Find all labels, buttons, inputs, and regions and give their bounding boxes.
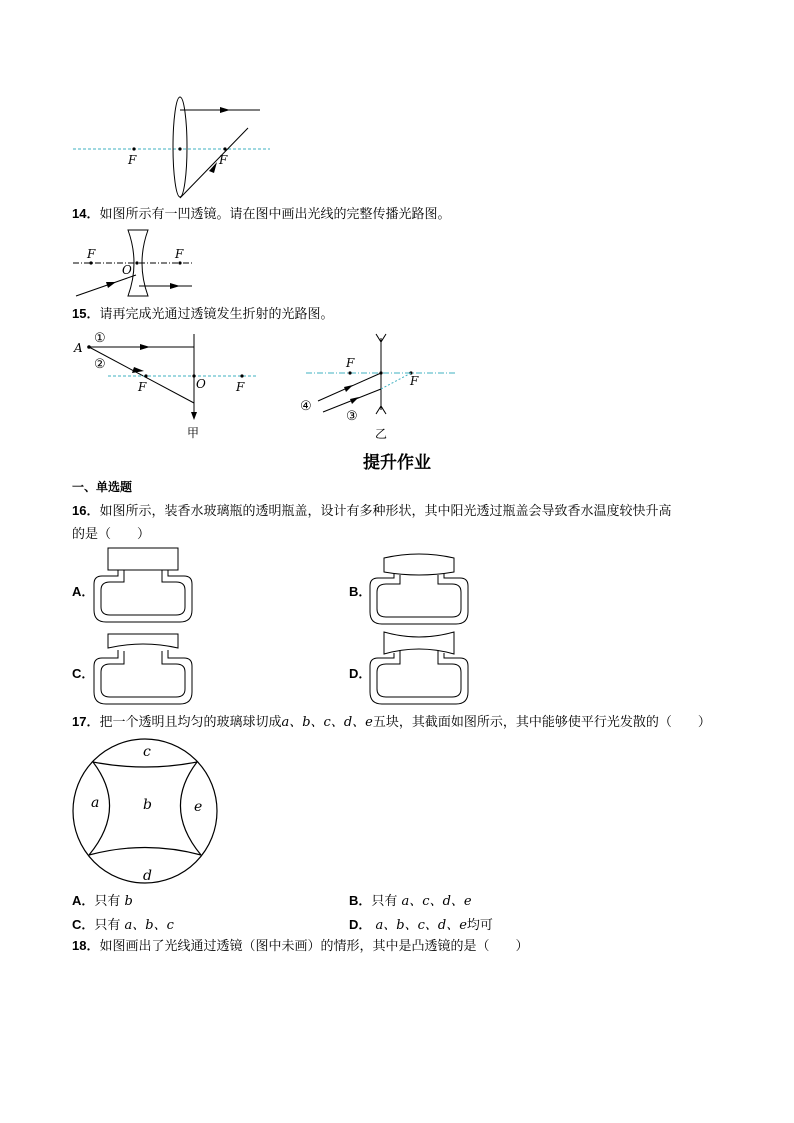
cut-top <box>93 762 197 767</box>
ray-label: ① <box>94 331 106 346</box>
question-14 <box>72 205 450 224</box>
question-number: 18． <box>72 938 100 953</box>
ray-label: ② <box>94 357 106 372</box>
bottle-b <box>366 548 476 628</box>
option-c[interactable]: C．只有 a、b、c <box>72 917 174 933</box>
piece-label-b: b <box>143 797 152 813</box>
question-16 <box>72 502 671 521</box>
concave-lens-figure <box>70 226 205 302</box>
focal-label: F <box>219 153 228 167</box>
option-d[interactable]: D． <box>349 666 372 681</box>
piece-label-c: c <box>143 744 151 760</box>
bottle-c <box>90 628 200 708</box>
figure-caption: 甲 <box>187 426 200 440</box>
question-text: 如图所示，装香水玻璃瓶的透明瓶盖，设计有多种形状，其中阳光透过瓶盖会导致香水温度较快升高 <box>99 504 672 519</box>
figure-yi <box>296 332 466 444</box>
point-label: A <box>74 341 83 355</box>
focal-label: F <box>346 356 355 370</box>
optical-center-label: O <box>122 263 132 277</box>
bottle-d <box>366 628 476 708</box>
question-number: 14． <box>72 206 100 221</box>
focal-label: F <box>175 247 184 261</box>
focal-label: F <box>87 247 96 261</box>
section-heading: 一、单选题 <box>72 480 133 494</box>
piece-letters: a、b、c、d、e <box>281 715 373 730</box>
optical-center-label: O <box>196 377 206 391</box>
question-text: 把一个透明且均匀的玻璃球切成 <box>99 715 282 730</box>
glass-sphere-figure <box>70 738 220 886</box>
option-a[interactable]: A．只有 b <box>72 893 133 909</box>
question-number: 15． <box>72 306 100 321</box>
focal-label: F <box>138 380 147 394</box>
ray-label: ④ <box>300 399 312 414</box>
question-15 <box>72 305 333 324</box>
convex-lens-figure <box>70 92 280 202</box>
question-17 <box>72 713 711 732</box>
extension-line <box>381 373 411 389</box>
light-ray <box>76 275 136 296</box>
question-text: 五块，其截面如图所示，其中能够使平行光发散的（ ） <box>372 715 711 730</box>
piece-label-a: a <box>91 795 100 811</box>
option-d[interactable]: D． a、b、c、d、e均可 <box>349 917 493 933</box>
piece-label-d: d <box>143 868 152 884</box>
question-text: 如图画出了光线通过透镜（图中未画）的情形，其中是凸透镜的是（ ） <box>99 939 529 954</box>
light-ray-2 <box>89 347 194 403</box>
option-b[interactable]: B．只有 a、c、d、e <box>349 893 472 909</box>
question-number: 16． <box>72 503 100 518</box>
piece-label-e: e <box>194 799 203 815</box>
light-ray <box>180 128 248 198</box>
option-c[interactable]: C． <box>72 666 95 681</box>
convex-lens <box>173 97 187 197</box>
question-text: 如图所示有一凹透镜。请在图中画出光线的完整传播光路图。 <box>99 207 451 222</box>
figure-caption: 乙 <box>375 427 388 441</box>
bottle-a <box>90 546 200 626</box>
question-text: 请再完成光通过透镜发生折射的光路图。 <box>99 307 334 322</box>
option-b[interactable]: B． <box>349 584 372 599</box>
cut-bottom <box>89 848 201 856</box>
figure-jia <box>70 328 270 443</box>
focal-label: F <box>236 380 245 394</box>
focal-label: F <box>128 153 137 167</box>
option-a[interactable]: A． <box>72 584 95 599</box>
section-title: 提升作业 <box>363 453 431 473</box>
question-16-line2: 的是（ ） <box>72 527 151 542</box>
question-number: 17． <box>72 714 100 729</box>
ray-label: ③ <box>346 409 358 424</box>
question-18 <box>72 937 528 956</box>
focal-label: F <box>410 374 419 388</box>
